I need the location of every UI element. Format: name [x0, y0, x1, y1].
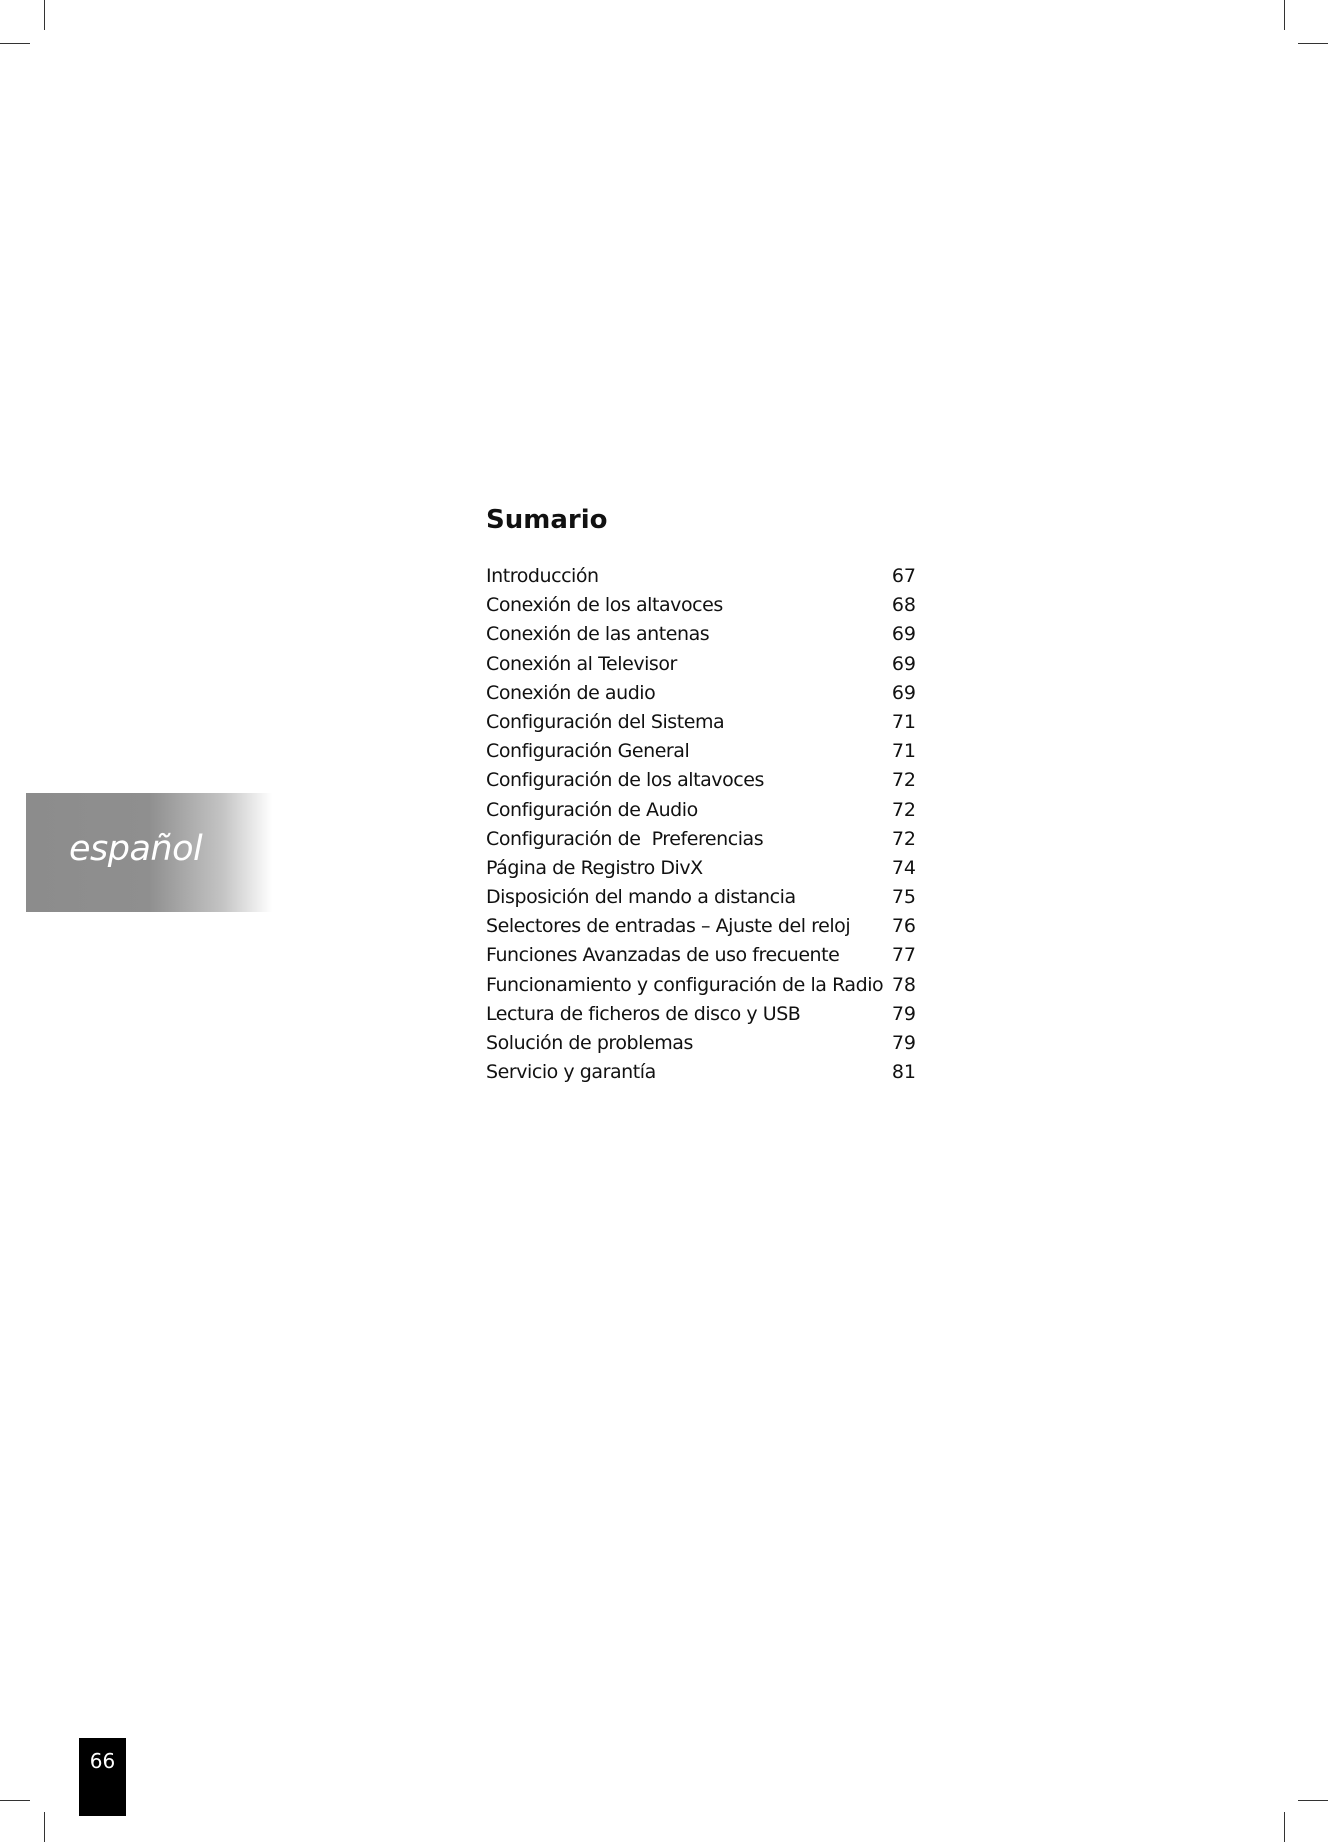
crop-mark-bottom-left-vertical — [44, 1812, 45, 1842]
toc-entry-page: 78 — [891, 973, 916, 996]
toc-title: Sumario — [486, 505, 608, 535]
toc-entry[interactable] — [486, 825, 916, 854]
toc-entry-label: Configuración de Audio — [486, 798, 698, 821]
toc-entry-label: Conexión de audio — [486, 681, 656, 704]
toc-entry[interactable] — [486, 708, 916, 737]
toc-entry[interactable] — [486, 679, 916, 708]
language-tab-label: español — [69, 829, 203, 869]
toc-entry-label: Página de Registro DivX — [486, 856, 703, 879]
toc-entry-label: Selectores de entradas – Ajuste del reloj — [486, 915, 851, 938]
toc-entry-label: Configuración del Sistema — [486, 710, 725, 733]
crop-mark-top-right-vertical — [1284, 0, 1285, 30]
toc-entry-label: Solución de problemas — [486, 1032, 693, 1054]
toc-entry[interactable] — [486, 912, 916, 941]
crop-mark-top-left-horizontal — [0, 43, 30, 44]
toc-entry-label: Introducción — [486, 565, 599, 587]
crop-mark-top-right-horizontal — [1298, 43, 1328, 44]
toc-entry-page: 81 — [891, 1061, 916, 1084]
toc-entry-page: 69 — [891, 652, 916, 675]
toc-entry[interactable] — [486, 562, 916, 591]
toc-entry[interactable] — [486, 883, 916, 912]
toc-entry[interactable] — [486, 1000, 916, 1029]
toc-entry[interactable] — [486, 1029, 916, 1058]
toc-entry-page: 69 — [891, 681, 916, 704]
toc-entry-page: 79 — [891, 1032, 916, 1054]
toc-entry[interactable] — [486, 941, 916, 970]
toc-entry-page: 72 — [891, 827, 916, 850]
toc-entry[interactable] — [486, 620, 916, 649]
toc-entry-page: 79 — [891, 1002, 916, 1025]
toc-entry-label: Configuración de Preferencias — [486, 827, 764, 850]
crop-mark-top-left-vertical — [44, 0, 45, 30]
toc-entry-label: Funcionamiento y configuración de la Radio — [486, 973, 884, 996]
crop-mark-bottom-left-horizontal — [0, 1800, 30, 1801]
toc-entry[interactable] — [486, 591, 916, 620]
toc-list — [486, 562, 916, 1087]
toc-entry-label: Disposición del mando a distancia — [486, 886, 796, 909]
toc-entry-page: 77 — [891, 944, 916, 967]
toc-entry-label: Conexión de las antenas — [486, 623, 710, 646]
toc-entry-label: Funciones Avanzadas de uso frecuente — [486, 944, 840, 967]
toc-entry[interactable] — [486, 650, 916, 679]
page-number-badge — [79, 1738, 126, 1816]
toc-entry-page: 69 — [891, 623, 916, 646]
toc-entry-label: Lectura de ficheros de disco y USB — [486, 1002, 801, 1025]
toc-entry[interactable] — [486, 766, 916, 795]
toc-entry-page: 76 — [891, 915, 916, 938]
toc-entry-page: 68 — [891, 594, 916, 617]
toc-entry-label: Servicio y garantía — [486, 1061, 656, 1084]
crop-mark-bottom-right-horizontal — [1298, 1800, 1328, 1801]
toc-entry[interactable] — [486, 737, 916, 766]
toc-entry-page: 74 — [891, 856, 916, 879]
toc-entry-page: 67 — [891, 565, 916, 587]
toc-entry-page: 72 — [891, 769, 916, 792]
toc-entry-label: Configuración General — [486, 740, 690, 763]
toc-entry-label: Conexión de los altavoces — [486, 594, 723, 617]
toc-entry[interactable] — [486, 1058, 916, 1087]
toc-entry-page: 71 — [891, 740, 916, 763]
toc-entry[interactable] — [486, 854, 916, 883]
crop-mark-bottom-right-vertical — [1284, 1812, 1285, 1842]
page-number: 66 — [89, 1749, 116, 1773]
language-tab — [26, 793, 272, 912]
toc-entry-page: 72 — [891, 798, 916, 821]
toc-entry-page: 71 — [891, 710, 916, 733]
toc-entry[interactable] — [486, 796, 916, 825]
toc-entry-page: 75 — [891, 886, 916, 909]
toc-entry-label: Configuración de los altavoces — [486, 769, 764, 792]
table-of-contents — [486, 500, 916, 1084]
toc-entry-label: Conexión al Televisor — [486, 652, 677, 675]
toc-entry[interactable] — [486, 971, 916, 1000]
